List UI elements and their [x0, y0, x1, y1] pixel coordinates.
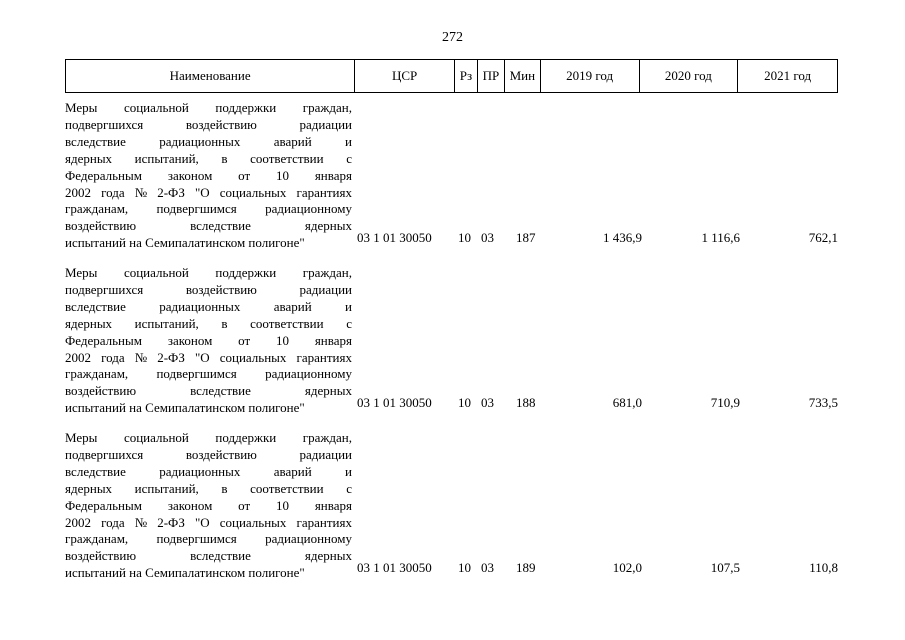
row-name-line — [65, 134, 352, 151]
row-name-word: соответствии — [250, 315, 324, 331]
row-csr: 03 1 01 30050 — [357, 560, 432, 575]
row-min: 188 — [516, 395, 536, 410]
row-name-word: вследствие — [65, 298, 126, 314]
row-name-word: испытаний, — [134, 150, 199, 166]
row-name-word: января — [314, 332, 352, 348]
row-name-line — [65, 201, 352, 218]
row-name-word: и — [345, 133, 352, 149]
row-name-word: испытаний на Семипалатинском полигоне" — [65, 235, 305, 251]
row-name-word: № — [134, 349, 148, 365]
row-name-word: вследствие — [65, 133, 126, 149]
row-name-word: подвергшихся — [65, 446, 144, 462]
header-2019: 2019 год — [541, 60, 640, 92]
row-name-word: поддержки — [215, 100, 277, 115]
row-csr: 03 1 01 30050 — [357, 395, 432, 410]
row-name-word: испытаний на Семипалатинском полигоне" — [65, 400, 305, 416]
row-name-word: испытаний на Семипалатинском полигоне" — [65, 565, 305, 581]
row-name-word: радиационному — [265, 531, 352, 547]
row-name-word: с — [346, 480, 352, 496]
row-name-word: подвергшихся — [65, 116, 144, 132]
row-name-line — [65, 447, 352, 464]
row-name-word: подвергшимся — [156, 366, 237, 382]
row-2019: 681,0 — [612, 395, 642, 410]
row-name-word: вследствие — [65, 463, 126, 479]
row-name-word: воздействию — [185, 116, 257, 132]
row-name-word: социальных — [219, 349, 287, 365]
row-name-word: аварий — [273, 463, 312, 479]
row-2019: 1 436,9 — [603, 230, 642, 245]
row-name-word: граждан, — [302, 430, 352, 445]
row-name-word: гарантиях — [296, 514, 352, 530]
row-2020: 107,5 — [710, 560, 740, 575]
row-name-word: гражданам, — [65, 366, 129, 382]
row-name-line — [65, 265, 352, 282]
row-rz: 10 — [458, 395, 471, 410]
row-name-word: поддержки — [215, 265, 277, 280]
row-name-word: граждан, — [302, 100, 352, 115]
row-2019: 102,0 — [612, 560, 642, 575]
row-name-word: 2-ФЗ — [157, 349, 185, 365]
row-name-word: вследствие — [190, 383, 251, 399]
row-name-word: в — [221, 315, 228, 331]
row-name-word: от — [238, 167, 251, 183]
row-name — [65, 430, 352, 582]
row-name-word: 2002 — [65, 184, 91, 200]
row-name-word: гражданам, — [65, 531, 129, 547]
row-name-word: социальных — [219, 184, 287, 200]
row-name-word: № — [134, 184, 148, 200]
row-name-word: с — [346, 315, 352, 331]
row-name-line — [65, 350, 352, 367]
row-rz: 10 — [458, 230, 471, 245]
row-name-word: подвергшимся — [156, 531, 237, 547]
row-name-word: гражданам, — [65, 201, 129, 217]
row-name-word: и — [345, 298, 352, 314]
header-rz: Рз — [455, 60, 478, 92]
row-name-word: радиационных — [159, 463, 241, 479]
header-min: Мин — [505, 60, 541, 92]
row-name-line — [65, 117, 352, 134]
row-name-word: Федеральным — [65, 497, 142, 513]
row-name-word: от — [238, 332, 251, 348]
row-name-word: воздействию — [185, 281, 257, 297]
row-name-word: в — [221, 150, 228, 166]
row-name-line — [65, 464, 352, 481]
header-2021: 2021 год — [764, 68, 812, 83]
row-name-word: граждан, — [302, 265, 352, 280]
table-row — [65, 265, 840, 427]
row-name-line — [65, 299, 352, 316]
row-name-word: от — [238, 497, 251, 513]
row-name-word: аварий — [273, 298, 312, 314]
row-2020: 1 116,6 — [701, 230, 740, 245]
row-name-word: 2002 — [65, 514, 91, 530]
row-name-line — [65, 531, 352, 548]
row-name-line — [65, 235, 352, 252]
row-name-word: Меры — [65, 430, 98, 445]
row-name-word: № — [134, 514, 148, 530]
row-name-word: воздействию — [65, 548, 137, 564]
row-rz: 10 — [458, 560, 471, 575]
row-name-word: Меры — [65, 100, 98, 115]
row-name-word: законом — [167, 167, 213, 183]
row-name-word: "О — [194, 349, 210, 365]
row-2020: 710,9 — [710, 395, 740, 410]
row-name-word: ядерных — [304, 218, 352, 234]
row-name-word: подвергшихся — [65, 281, 144, 297]
row-name-word: ядерных — [65, 150, 113, 166]
row-name-word: социальной — [123, 100, 189, 115]
row-name-word: гарантиях — [296, 184, 352, 200]
row-name-word: радиационных — [159, 133, 241, 149]
row-name-word: 10 — [275, 497, 289, 513]
row-name-word: аварий — [273, 133, 312, 149]
row-name — [65, 265, 352, 417]
header-name: Наименование — [66, 60, 355, 92]
row-name-line — [65, 548, 352, 565]
page-number: 272 — [442, 30, 463, 45]
row-name-line — [65, 565, 352, 582]
row-name-line — [65, 498, 352, 515]
row-2021: 762,1 — [808, 230, 838, 245]
row-name-word: радиационному — [265, 366, 352, 382]
table-row — [65, 100, 840, 262]
row-name-word: ядерных — [65, 480, 113, 496]
row-name-word: радиации — [299, 116, 352, 132]
row-name-word: 2-ФЗ — [157, 184, 185, 200]
row-name-word: и — [345, 463, 352, 479]
row-pr: 03 — [481, 560, 494, 575]
row-name-word: Федеральным — [65, 332, 142, 348]
row-name-word: ядерных — [304, 383, 352, 399]
row-2021: 110,8 — [809, 560, 838, 575]
row-name-word: в — [221, 480, 228, 496]
row-name-word: 2-ФЗ — [157, 514, 185, 530]
row-name-word: радиации — [299, 281, 352, 297]
row-name-word: 10 — [275, 332, 289, 348]
row-name-line — [65, 383, 352, 400]
table-row — [65, 430, 840, 592]
row-min: 187 — [516, 230, 536, 245]
row-name-word: воздействию — [65, 218, 137, 234]
row-name-line — [65, 151, 352, 168]
row-name-word: законом — [167, 497, 213, 513]
row-name-word: гарантиях — [296, 349, 352, 365]
table-body — [65, 100, 840, 595]
row-name — [65, 100, 352, 252]
row-name-word: социальной — [123, 430, 189, 445]
row-name-word: года — [101, 514, 125, 530]
row-name-line — [65, 333, 352, 350]
row-name-word: социальной — [123, 265, 189, 280]
table-header — [65, 59, 838, 93]
row-name-word: соответствии — [250, 480, 324, 496]
row-name-line — [65, 400, 352, 417]
row-csr: 03 1 01 30050 — [357, 230, 432, 245]
header-csr: ЦСР — [355, 60, 455, 92]
row-name-word: испытаний, — [134, 480, 199, 496]
row-name-line — [65, 430, 352, 447]
row-name-line — [65, 366, 352, 383]
row-name-word: вследствие — [190, 218, 251, 234]
row-name-line — [65, 168, 352, 185]
row-name-line — [65, 515, 352, 532]
row-name-word: года — [101, 349, 125, 365]
row-name-word: законом — [167, 332, 213, 348]
row-name-word: испытаний, — [134, 315, 199, 331]
row-name-word: Федеральным — [65, 167, 142, 183]
row-name-word: воздействию — [185, 446, 257, 462]
row-name-word: социальных — [219, 514, 287, 530]
row-name-line — [65, 185, 352, 202]
row-name-word: соответствии — [250, 150, 324, 166]
row-name-word: подвергшимся — [156, 201, 237, 217]
row-name-word: "О — [194, 514, 210, 530]
row-name-word: воздействию — [65, 383, 137, 399]
row-name-word: с — [346, 150, 352, 166]
row-name-word: 10 — [275, 167, 289, 183]
row-name-line — [65, 218, 352, 235]
row-name-word: поддержки — [215, 430, 277, 445]
row-name-word: ядерных — [65, 315, 113, 331]
header-pr: ПР — [478, 60, 505, 92]
row-name-word: года — [101, 184, 125, 200]
row-name-word: января — [314, 497, 352, 513]
row-name-line — [65, 282, 352, 299]
row-name-word: вследствие — [190, 548, 251, 564]
row-2021: 733,5 — [808, 395, 838, 410]
row-min: 189 — [516, 560, 536, 575]
row-name-word: января — [314, 167, 352, 183]
row-name-line — [65, 481, 352, 498]
row-name-word: "О — [194, 184, 210, 200]
row-name-word: ядерных — [304, 548, 352, 564]
row-name-word: 2002 — [65, 349, 91, 365]
row-name-word: радиации — [299, 446, 352, 462]
header-2020: 2020 год — [640, 60, 739, 92]
row-pr: 03 — [481, 395, 494, 410]
row-name-line — [65, 100, 352, 117]
row-name-word: радиационному — [265, 201, 352, 217]
row-name-line — [65, 316, 352, 333]
row-pr: 03 — [481, 230, 494, 245]
row-name-word: радиационных — [159, 298, 241, 314]
row-name-word: Меры — [65, 265, 98, 280]
